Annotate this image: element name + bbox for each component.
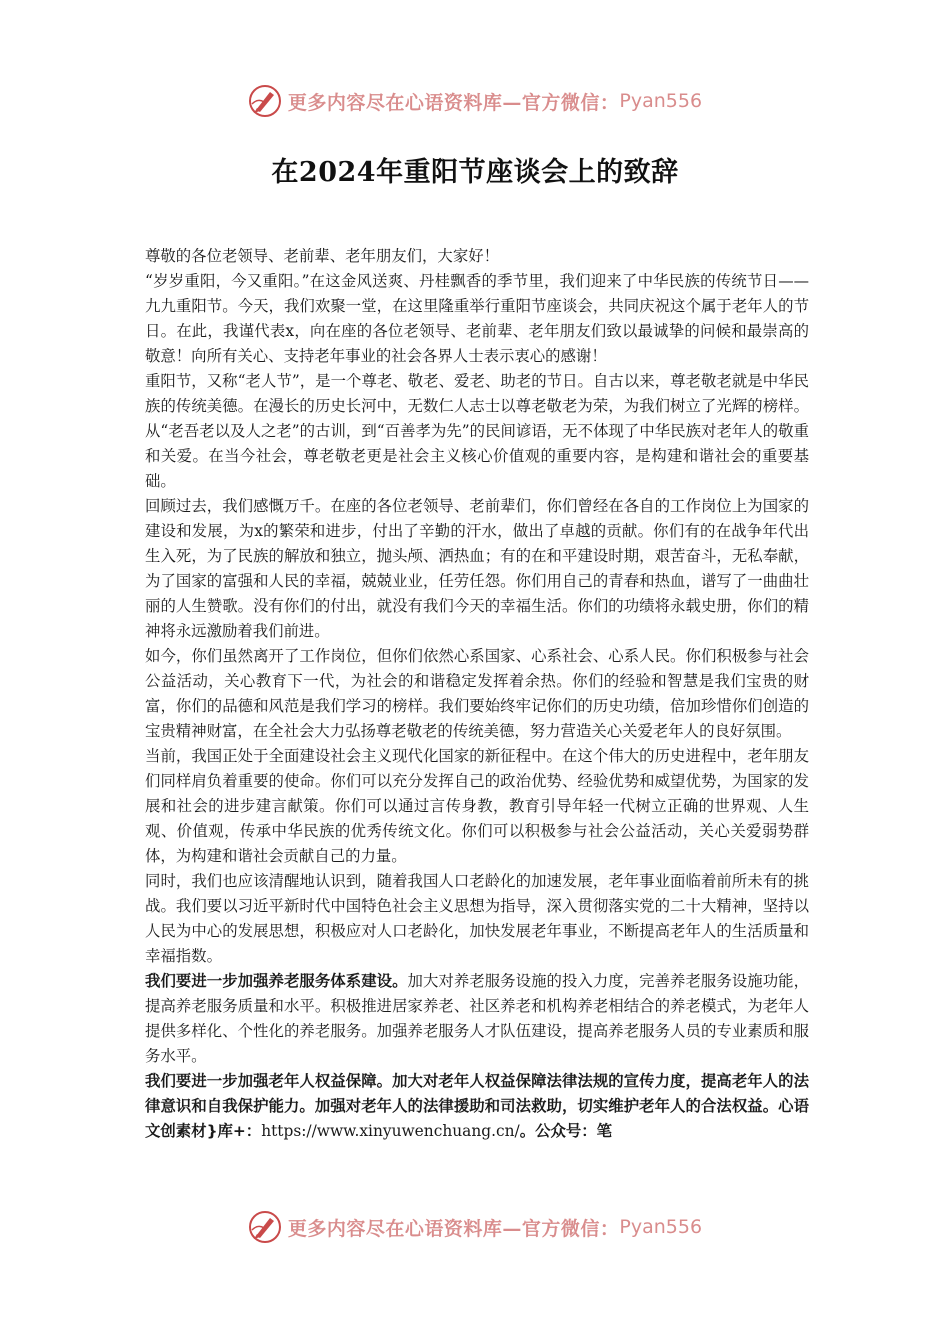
page-title: 在2024年重阳节座谈会上的致辞 bbox=[271, 157, 679, 188]
paragraph: 重阳节，又称“老人节”，是一个尊老、敬老、爱老、助老的节日。自古以来，尊老敬老就是中华民族的传统美德。在漫长的历史长河中，无数仁人志士以尊老敬老为荣，为我们树立了光辉的榜样。从“老吾老以及人之老”的古训，到“百善孝为先”的民间谚语，无不体现了中华民族对老年人的敬重和关爱。在当今社会，尊老敬老更是社会主义核心价值观的重要内容，是构建和谐社会的重要基础。 bbox=[145, 372, 809, 490]
source-link[interactable]: https://www.xinyuwenchuang.cn/ bbox=[261, 1122, 520, 1140]
paragraph bbox=[145, 1069, 809, 1144]
banner-text: 更多内容尽在心语资料库—官方微信： bbox=[287, 1217, 620, 1240]
banner-wechat-id: Pyan556 bbox=[619, 90, 703, 112]
paragraph: 如今，你们虽然离开了工作岗位，但你们依然心系国家、心系社会、心系人民。你们积极参与社会公益活动，关心教育下一代，为社会的和谐稳定发挥着余热。你们的经验和智慧是我们宝贵的财富，你们的品德和风范是我们学习的榜样。我们要始终牢记你们的历史功绩，倍加珍惜你们创造的宝贵精神财富，在全社会大力弘扬尊老敬老的传统美德，努力营造关心关爱老年人的良好氛围。 bbox=[145, 647, 809, 740]
paragraph: 回顾过去，我们感慨万千。在座的各位老领导、老前辈们，你们曾经在各自的工作岗位上为国家的建设和发展，为x的繁荣和进步，付出了辛勤的汗水，做出了卓越的贡献。你们有的在战争年代出生入死，为了民族的解放和独立，抛头颅、洒热血；有的在和平建设时期，艰苦奋斗，无私奉献，为了国家的富强和人民的幸福，兢兢业业，任劳任怨。你们用自己的青春和热血，谱写了一曲曲壮丽的人生赞歌。没有你们的付出，就没有我们今天的幸福生活。你们的功绩将永载史册，你们的精神将永远激励着我们前进。 bbox=[145, 497, 809, 640]
paragraph-text: 加大对养老服务设施的投入力度，完善养老服务设施功能，提高养老服务质量和水平。积极推进居家养老、社区养老和机构养老相结合的养老模式，为老年人提供多样化、个性化的养老服务。加强养老服务人才队伍建设，提高养老服务人员的专业素质和服务水平。 bbox=[145, 972, 809, 1065]
paragraph-lead: 我们要进一步加强养老服务体系建设。 bbox=[145, 972, 408, 990]
header-banner bbox=[0, 84, 950, 118]
paragraph bbox=[145, 969, 809, 1069]
document-body bbox=[145, 244, 809, 1144]
pen-logo-icon bbox=[248, 1210, 282, 1244]
paragraph: 同时，我们也应该清醒地认识到，随着我国人口老龄化的加速发展，老年事业面临着前所未有的挑战。我们要以习近平新时代中国特色社会主义思想为指导，深入贯彻落实党的二十大精神，坚持以人民为中心的发展思想，积极应对人口老龄化，加快发展老年事业，不断提高老年人的生活质量和幸福指数。 bbox=[145, 872, 809, 965]
footer-banner bbox=[0, 1210, 950, 1244]
paragraph-text: 我们要进一步加强老年人权益保障。加大对老年人权益保障法律法规的宣传力度，提高老年人的法律意识和自我保护能力。加强对老年人的法律援助和司法救助，切实维护老年人的合法权益。心语文创素材}库+： bbox=[145, 1072, 809, 1140]
paragraph: “岁岁重阳，今又重阳。”在这金风送爽、丹桂飘香的季节里，我们迎来了中华民族的传统节日——九九重阳节。今天，我们欢聚一堂，在这里隆重举行重阳节座谈会，共同庆祝这个属于老年人的节日。在此，我谨代表x，向在座的各位老领导、老前辈、老年朋友们致以最诚挚的问候和最崇高的敬意！向所有关心、支持老年事业的社会各界人士表示衷心的感谢！ bbox=[145, 272, 809, 365]
pen-logo-icon bbox=[248, 84, 282, 118]
paragraph: 当前，我国正处于全面建设社会主义现代化国家的新征程中。在这个伟大的历史进程中，老年朋友们同样肩负着重要的使命。你们可以充分发挥自己的政治优势、经验优势和威望优势，为国家的发展和社会的进步建言献策。你们可以通过言传身教，教育引导年轻一代树立正确的世界观、人生观、价值观，传承中华民族的优秀传统文化。你们可以积极参与社会公益活动，关心关爱弱势群体，为构建和谐社会贡献自己的力量。 bbox=[145, 747, 809, 865]
paragraph-tail: 。公众号：笔 bbox=[519, 1122, 613, 1140]
paragraph: 尊敬的各位老领导、老前辈、老年朋友们，大家好！ bbox=[145, 247, 499, 265]
banner-wechat-id: Pyan556 bbox=[619, 1216, 703, 1238]
banner-text: 更多内容尽在心语资料库—官方微信： bbox=[287, 91, 620, 114]
